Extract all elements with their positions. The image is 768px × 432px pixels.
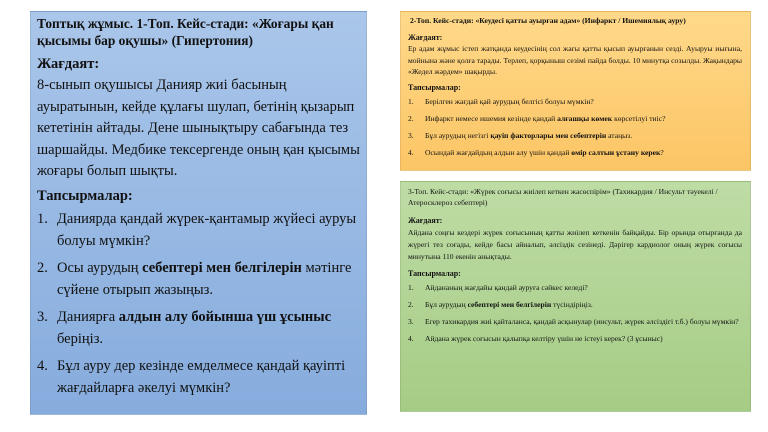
tasks-heading: Тапсырмалар:: [408, 269, 461, 278]
task-text-part: Осындай жағдайдың алдын алу үшін қандай: [425, 147, 572, 157]
task-number: 2.: [408, 300, 414, 309]
tasks-list: [37, 208, 361, 400]
task-number: 3.: [37, 308, 48, 325]
task-text-part: Даниярға: [57, 308, 119, 325]
task-text: [57, 257, 361, 302]
task-text: [425, 316, 739, 327]
card-title: 3-Топ. Кейс-стади: «Жүрек соғысы жиілеп кеткен жасөспірім» (Тахикардия / Инсульт тәуекелі / Атеросклероз себептері): [408, 187, 718, 207]
task-text: [425, 130, 632, 141]
task-item: [408, 147, 742, 158]
task-number: 4.: [408, 334, 414, 343]
task-number: 1.: [408, 96, 414, 106]
group2-case-card: [400, 11, 751, 171]
situation-heading: Жағдаят:: [408, 216, 443, 225]
task-item: [37, 257, 361, 302]
task-item: [408, 113, 742, 124]
task-text-part: Егер тахикардия жиі қайталанса, қандай асқынулар (инсульт, жүрек әлсіздігі т.б.) болуы мүмкін?: [425, 317, 739, 326]
task-item: [408, 333, 742, 344]
task-text-bold: себептері мен белгілерін: [467, 300, 552, 309]
task-item: [408, 282, 742, 293]
task-item: [408, 299, 742, 310]
task-item: [37, 355, 361, 400]
task-text-bold: қауіп факторлары мен себептерін: [490, 130, 607, 140]
situation-heading: Жағдаят:: [408, 33, 443, 42]
task-text-part: Айдананың жағдайы қандай ауруға сәйкес келеді?: [425, 283, 588, 292]
task-text-part: Бұл аурудың: [425, 300, 468, 309]
situation-text: Айдана соңғы кездері жүрек соғысының қатты жиілеп кеткенін байқайды. Бір орында отырғанда да жүрегі тез соғады, кейде басы айналып, әлсіздік сезінеді. Дәрігер кардиолог оның жүрек соғысы минутына 110 екенін анықтады.: [408, 228, 742, 261]
task-text: [425, 113, 665, 124]
tasks-list: [408, 282, 742, 344]
task-text-part: Осы аурудың: [57, 259, 143, 276]
task-item: [408, 130, 742, 141]
tasks-heading: Тапсырмалар:: [37, 187, 133, 204]
task-text-part: Бұл ауру дер кезінде емделмесе қандай қауіпті жағдайларға әкелуі мүмкін?: [57, 357, 346, 396]
task-text-part: мәтінге сүйене отырып жазыңыз.: [57, 259, 352, 298]
task-item: [408, 96, 742, 107]
card-title: Топтық жұмыс. 1-Топ. Кейс-стади: «Жоғары қан қысымы бар оқушы» (Гипертония): [37, 16, 334, 48]
task-text-bold: алдын алу бойынша үш ұсыныс: [118, 308, 332, 325]
tasks-heading: Тапсырмалар:: [408, 82, 461, 92]
task-text-part: Инфаркт немесе ишемия кезінде қандай: [425, 113, 558, 123]
card-title: 2-Топ. Кейс-стади: «Кеудесі қатты ауырған адам» (Инфаркт / Ишемиялық ауру): [410, 16, 686, 25]
task-text-bold: себептері мен белгілерін: [142, 259, 302, 276]
task-text: [57, 306, 361, 351]
task-text-part: атаңыз.: [606, 130, 633, 140]
task-text: [57, 208, 361, 253]
task-text-part: Айдана жүрек соғысын қалыпқа келтіру үшін не істеуі керек? (3 ұсыныс): [425, 334, 663, 343]
situation-text: Ер адам жұмыс істеп жатқанда кеудесінің сол жағы қатты қысып ауырғанын сезді. Ауыруы иығына, мойнына және қолға тарады. Терлеп, қорқыныш сезімі пайда болды. 10 минутқа созылды. Жақындары «Жедел жәрдем» шақырды.: [408, 44, 742, 77]
task-number: 1.: [37, 210, 48, 227]
task-text: [425, 96, 594, 107]
task-number: 4.: [408, 147, 414, 157]
group1-case-card: [30, 11, 367, 415]
task-item: [37, 306, 361, 351]
situation-text: 8-сынып оқушысы Данияр жиі басының ауыратынын, кейде құлағы шулап, бетінің қызарып кететінін айтады. Дене шынықтыру сабағында тез шаршайды. Медбике тексергенде оның қан қысымы жоғары болып шықты.: [37, 77, 360, 179]
task-number: 2.: [408, 113, 414, 123]
task-number: 2.: [37, 259, 48, 276]
task-text: [57, 355, 361, 400]
task-text-part: ?: [660, 147, 664, 157]
task-text-part: Бұл аурудың негізгі: [425, 130, 491, 140]
task-text: [425, 299, 593, 310]
group3-case-card: [400, 181, 751, 412]
tasks-list: [408, 96, 742, 158]
situation-heading: Жағдаят:: [37, 56, 100, 72]
task-number: 1.: [408, 283, 414, 292]
task-text-part: көрсетілуі тиіс?: [612, 113, 666, 123]
task-text: [425, 147, 664, 158]
task-text-part: Даниярда қандай жүрек-қантамыр жүйесі ауруы болуы мүмкін?: [57, 210, 357, 249]
task-text: [425, 282, 588, 293]
task-text-part: беріңіз.: [57, 331, 104, 347]
task-number: 3.: [408, 317, 414, 326]
task-text: [425, 333, 663, 344]
task-text-part: Берілген жағдай қай аурудың белгісі болуы мүмкін?: [425, 96, 594, 106]
task-text-bold: алғашқы көмек: [557, 113, 613, 123]
task-text-bold: өмір салтын ұстану керек: [571, 147, 661, 157]
task-item: [408, 316, 742, 327]
task-number: 4.: [37, 357, 48, 374]
task-text-part: түсіндіріңіз.: [551, 300, 593, 309]
task-number: 3.: [408, 130, 414, 140]
task-item: [37, 208, 361, 253]
